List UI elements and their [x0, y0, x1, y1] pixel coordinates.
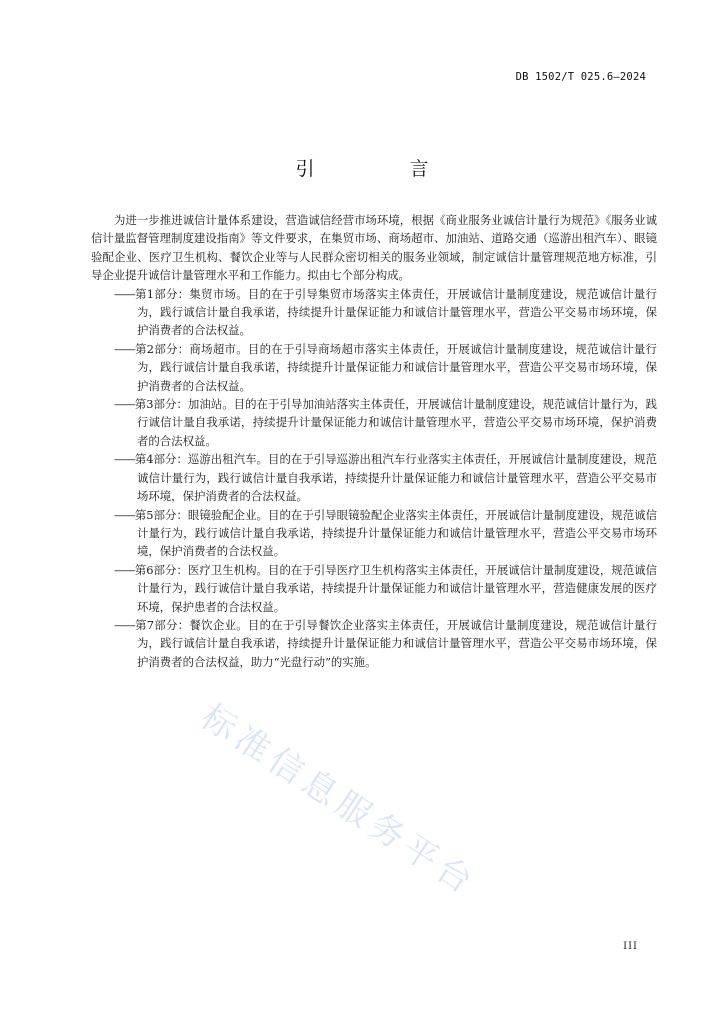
part-text: 第6部分：医疗卫生机构。目的在于引导医疗卫生机构落实主体责任，开展诚信计量制度建设，规范诚信计量行为，践行诚信计量自我承诺，持续提升计量保证能力和诚信计量管理水平，营造健康发展的医疗环境，保护患者的合法权益。 — [134, 562, 657, 614]
part-item-5 — [91, 506, 657, 561]
intro-paragraph: 为进一步推进诚信计量体系建设，营造诚信经营市场环境，根据《商业服务业诚信计量行为规范》《服务业诚信计量监督管理制度建设指南》等文件要求，在集贸市场、商场超市、加油站、道路交通（巡游出租汽车）、眼镜验配企业、医疗卫生机构、餐饮企业等与人民群众密切相关的服务业领域，制定诚信计量管理规范地方标准，引导企业提升诚信计量管理水平和工作能力。拟由七个部分构成。 — [91, 213, 657, 283]
part-dash: —— — [114, 286, 135, 301]
part-item-4 — [91, 450, 657, 505]
page-title: 引 言 — [295, 158, 467, 180]
watermark: 标准信息服务平台 — [193, 696, 485, 905]
page-number: III — [623, 941, 638, 952]
standard-code: DB 1502/T 025.6—2024 — [515, 71, 646, 83]
part-dash: —— — [114, 397, 135, 412]
part-dash: —— — [114, 452, 135, 467]
part-dash: —— — [114, 341, 135, 356]
part-text: 第3部分：加油站。目的在于引导加油站落实主体责任，开展诚信计量制度建设，规范诚信计量行为，践行诚信计量自我承诺，持续提升计量保证能力和诚信计量管理水平，营造公平交易市场环境，保护消费者的合法权益。 — [134, 397, 657, 448]
part-text: 第4部分：巡游出租汽车。目的在于引导巡游出租汽车行业落实主体责任，开展诚信计量制度建设，规范诚信计量行为，践行诚信计量自我承诺，持续提升计量保证能力和诚信计量管理水平，营造公平交易市场环境，保护消费者的合法权益。 — [134, 452, 657, 504]
part-dash: —— — [114, 562, 135, 577]
part-text: 第7部分：餐饮企业。目的在于引导餐饮企业落实主体责任，开展诚信计量制度建设，规范诚信计量行为，践行诚信计量自我承诺，持续提升计量保证能力和诚信计量管理水平，营造公平交易市场环境，保护消费者的合法权益，助力“光盘行动”的实施。 — [134, 617, 657, 669]
part-text: 第5部分：眼镜验配企业。目的在于引导眼镜验配企业落实主体责任，开展诚信计量制度建设，规范诚信计量行为，践行诚信计量自我承诺，持续提升计量保证能力和诚信计量管理水平，营造公平交易市场环境，保护消费者的合法权益。 — [134, 507, 657, 559]
part-item-1 — [91, 285, 657, 340]
part-item-6 — [91, 561, 657, 616]
part-dash: —— — [114, 617, 135, 632]
part-item-7 — [91, 616, 657, 671]
part-text: 第1部分：集贸市场。目的在于引导集贸市场落实主体责任，开展诚信计量制度建设，规范诚信计量行为，践行诚信计量自我承诺，持续提升计量保证能力和诚信计量管理水平，营造公平交易市场环境，保护消费者的合法权益。 — [134, 286, 657, 338]
body-text — [91, 211, 657, 671]
part-dash: —— — [114, 507, 135, 522]
part-item-3 — [91, 395, 657, 450]
part-text: 第2部分：商场超市。目的在于引导商场超市落实主体责任，开展诚信计量制度建设，规范诚信计量行为，践行诚信计量自我承诺，持续提升计量保证能力和诚信计量管理水平，营造公平交易市场环境，保护消费者的合法权益。 — [134, 341, 657, 393]
part-item-2 — [91, 340, 657, 395]
